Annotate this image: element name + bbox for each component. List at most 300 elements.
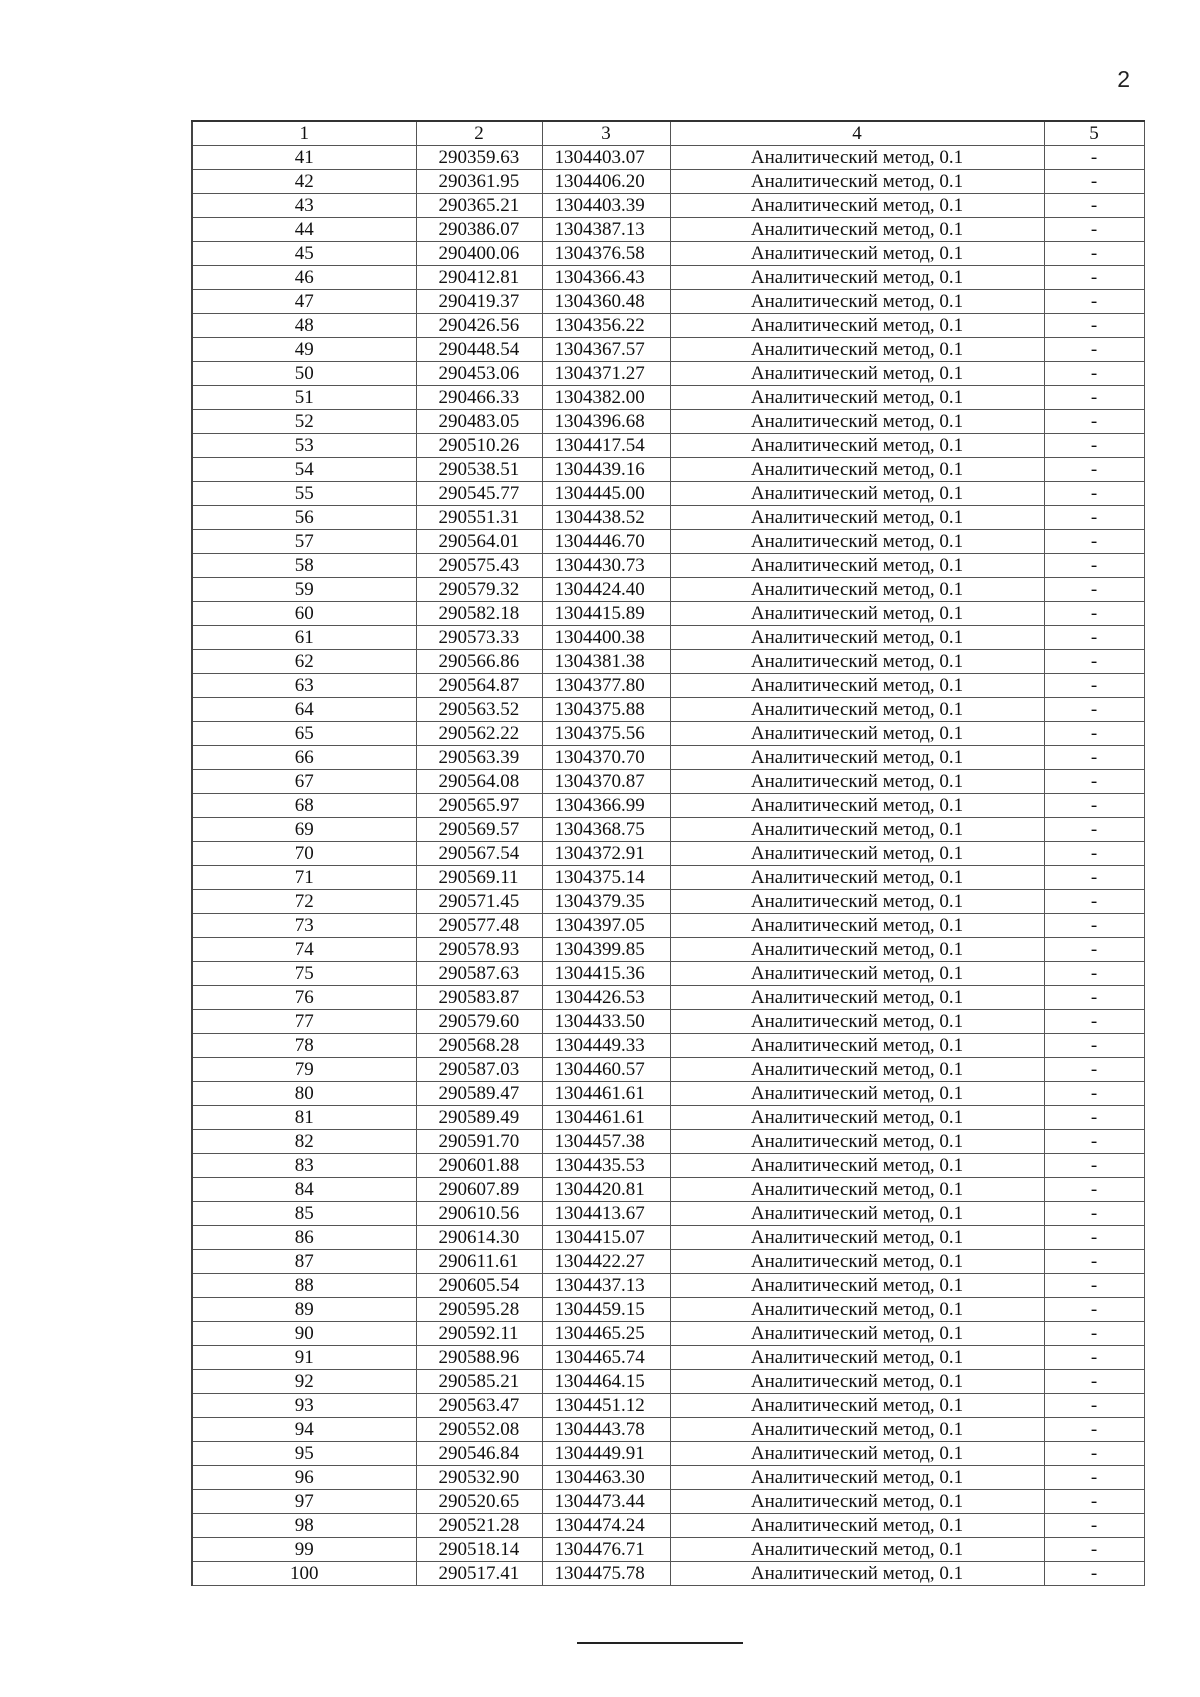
description-cell: - [1044, 794, 1144, 818]
method-cell: Аналитический метод, 0.1 [670, 1442, 1044, 1466]
description-cell: - [1044, 1538, 1144, 1562]
table-header [192, 121, 1144, 146]
point-number-cell: 84 [192, 1178, 416, 1202]
point-number-cell: 92 [192, 1370, 416, 1394]
y-coordinate-cell: 1304372.91 [542, 842, 670, 866]
description-cell: - [1044, 1490, 1144, 1514]
x-coordinate-cell: 290569.57 [416, 818, 542, 842]
x-coordinate-cell: 290520.65 [416, 1490, 542, 1514]
x-coordinate-cell: 290545.77 [416, 482, 542, 506]
y-coordinate-cell: 1304417.54 [542, 434, 670, 458]
x-coordinate-cell: 290614.30 [416, 1226, 542, 1250]
table-row [192, 386, 1144, 410]
point-number-cell: 62 [192, 650, 416, 674]
x-coordinate-cell: 290400.06 [416, 242, 542, 266]
description-cell: - [1044, 770, 1144, 794]
y-coordinate-cell: 1304360.48 [542, 290, 670, 314]
description-cell: - [1044, 434, 1144, 458]
x-coordinate-cell: 290601.88 [416, 1154, 542, 1178]
x-coordinate-cell: 290582.18 [416, 602, 542, 626]
column-header-x-coordinate: 2 [416, 121, 542, 146]
y-coordinate-cell: 1304435.53 [542, 1154, 670, 1178]
description-cell: - [1044, 194, 1144, 218]
point-number-cell: 74 [192, 938, 416, 962]
table-row [192, 1322, 1144, 1346]
method-cell: Аналитический метод, 0.1 [670, 626, 1044, 650]
x-coordinate-cell: 290521.28 [416, 1514, 542, 1538]
x-coordinate-cell: 290564.01 [416, 530, 542, 554]
point-number-cell: 80 [192, 1082, 416, 1106]
y-coordinate-cell: 1304375.14 [542, 866, 670, 890]
x-coordinate-cell: 290365.21 [416, 194, 542, 218]
y-coordinate-cell: 1304461.61 [542, 1082, 670, 1106]
table-row [192, 338, 1144, 362]
table-row [192, 650, 1144, 674]
y-coordinate-cell: 1304387.13 [542, 218, 670, 242]
y-coordinate-cell: 1304371.27 [542, 362, 670, 386]
x-coordinate-cell: 290546.84 [416, 1442, 542, 1466]
y-coordinate-cell: 1304446.70 [542, 530, 670, 554]
x-coordinate-cell: 290611.61 [416, 1250, 542, 1274]
point-number-cell: 56 [192, 506, 416, 530]
description-cell: - [1044, 482, 1144, 506]
y-coordinate-cell: 1304403.07 [542, 146, 670, 170]
table-row [192, 1202, 1144, 1226]
table-row [192, 818, 1144, 842]
method-cell: Аналитический метод, 0.1 [670, 794, 1044, 818]
method-cell: Аналитический метод, 0.1 [670, 1034, 1044, 1058]
point-number-cell: 61 [192, 626, 416, 650]
description-cell: - [1044, 1082, 1144, 1106]
point-number-cell: 93 [192, 1394, 416, 1418]
description-cell: - [1044, 1370, 1144, 1394]
method-cell: Аналитический метод, 0.1 [670, 338, 1044, 362]
table-row [192, 482, 1144, 506]
description-cell: - [1044, 1058, 1144, 1082]
description-cell: - [1044, 242, 1144, 266]
y-coordinate-cell: 1304443.78 [542, 1418, 670, 1442]
method-cell: Аналитический метод, 0.1 [670, 746, 1044, 770]
description-cell: - [1044, 1034, 1144, 1058]
y-coordinate-cell: 1304375.56 [542, 722, 670, 746]
point-number-cell: 45 [192, 242, 416, 266]
x-coordinate-cell: 290607.89 [416, 1178, 542, 1202]
table-row [192, 1058, 1144, 1082]
x-coordinate-cell: 290359.63 [416, 146, 542, 170]
point-number-cell: 81 [192, 1106, 416, 1130]
method-cell: Аналитический метод, 0.1 [670, 1250, 1044, 1274]
method-cell: Аналитический метод, 0.1 [670, 266, 1044, 290]
point-number-cell: 100 [192, 1562, 416, 1586]
x-coordinate-cell: 290587.03 [416, 1058, 542, 1082]
method-cell: Аналитический метод, 0.1 [670, 314, 1044, 338]
x-coordinate-cell: 290579.32 [416, 578, 542, 602]
method-cell: Аналитический метод, 0.1 [670, 1418, 1044, 1442]
table-row [192, 1034, 1144, 1058]
y-coordinate-cell: 1304476.71 [542, 1538, 670, 1562]
description-cell: - [1044, 1394, 1144, 1418]
point-number-cell: 68 [192, 794, 416, 818]
x-coordinate-cell: 290575.43 [416, 554, 542, 578]
x-coordinate-cell: 290562.22 [416, 722, 542, 746]
table-row [192, 434, 1144, 458]
method-cell: Аналитический метод, 0.1 [670, 578, 1044, 602]
method-cell: Аналитический метод, 0.1 [670, 722, 1044, 746]
table-row [192, 1226, 1144, 1250]
table-row [192, 746, 1144, 770]
table-row [192, 842, 1144, 866]
point-number-cell: 49 [192, 338, 416, 362]
table-row [192, 530, 1144, 554]
method-cell: Аналитический метод, 0.1 [670, 1466, 1044, 1490]
x-coordinate-cell: 290578.93 [416, 938, 542, 962]
y-coordinate-cell: 1304445.00 [542, 482, 670, 506]
point-number-cell: 82 [192, 1130, 416, 1154]
point-number-cell: 99 [192, 1538, 416, 1562]
x-coordinate-cell: 290595.28 [416, 1298, 542, 1322]
point-number-cell: 67 [192, 770, 416, 794]
method-cell: Аналитический метод, 0.1 [670, 1178, 1044, 1202]
y-coordinate-cell: 1304459.15 [542, 1298, 670, 1322]
y-coordinate-cell: 1304424.40 [542, 578, 670, 602]
point-number-cell: 63 [192, 674, 416, 698]
point-number-cell: 86 [192, 1226, 416, 1250]
table-row [192, 1346, 1144, 1370]
point-number-cell: 91 [192, 1346, 416, 1370]
description-cell: - [1044, 914, 1144, 938]
table-row [192, 1130, 1144, 1154]
table-row [192, 866, 1144, 890]
table-row [192, 290, 1144, 314]
method-cell: Аналитический метод, 0.1 [670, 1514, 1044, 1538]
x-coordinate-cell: 290517.41 [416, 1562, 542, 1586]
y-coordinate-cell: 1304438.52 [542, 506, 670, 530]
method-cell: Аналитический метод, 0.1 [670, 1322, 1044, 1346]
method-cell: Аналитический метод, 0.1 [670, 818, 1044, 842]
method-cell: Аналитический метод, 0.1 [670, 842, 1044, 866]
point-number-cell: 46 [192, 266, 416, 290]
x-coordinate-cell: 290583.87 [416, 986, 542, 1010]
description-cell: - [1044, 1178, 1144, 1202]
x-coordinate-cell: 290563.39 [416, 746, 542, 770]
y-coordinate-cell: 1304415.07 [542, 1226, 670, 1250]
y-coordinate-cell: 1304396.68 [542, 410, 670, 434]
method-cell: Аналитический метод, 0.1 [670, 434, 1044, 458]
point-number-cell: 89 [192, 1298, 416, 1322]
point-number-cell: 79 [192, 1058, 416, 1082]
y-coordinate-cell: 1304379.35 [542, 890, 670, 914]
point-number-cell: 55 [192, 482, 416, 506]
point-number-cell: 77 [192, 1010, 416, 1034]
description-cell: - [1044, 1442, 1144, 1466]
description-cell: - [1044, 218, 1144, 242]
table-row [192, 1298, 1144, 1322]
x-coordinate-cell: 290483.05 [416, 410, 542, 434]
description-cell: - [1044, 842, 1144, 866]
description-cell: - [1044, 530, 1144, 554]
point-number-cell: 85 [192, 1202, 416, 1226]
point-number-cell: 57 [192, 530, 416, 554]
x-coordinate-cell: 290426.56 [416, 314, 542, 338]
point-number-cell: 64 [192, 698, 416, 722]
method-cell: Аналитический метод, 0.1 [670, 938, 1044, 962]
method-cell: Аналитический метод, 0.1 [670, 218, 1044, 242]
x-coordinate-cell: 290610.56 [416, 1202, 542, 1226]
x-coordinate-cell: 290567.54 [416, 842, 542, 866]
y-coordinate-cell: 1304451.12 [542, 1394, 670, 1418]
description-cell: - [1044, 986, 1144, 1010]
y-coordinate-cell: 1304382.00 [542, 386, 670, 410]
point-number-cell: 60 [192, 602, 416, 626]
point-number-cell: 51 [192, 386, 416, 410]
table-row [192, 626, 1144, 650]
x-coordinate-cell: 290412.81 [416, 266, 542, 290]
point-number-cell: 59 [192, 578, 416, 602]
table-row [192, 1418, 1144, 1442]
method-cell: Аналитический метод, 0.1 [670, 914, 1044, 938]
description-cell: - [1044, 1466, 1144, 1490]
point-number-cell: 41 [192, 146, 416, 170]
method-cell: Аналитический метод, 0.1 [670, 290, 1044, 314]
table-row [192, 194, 1144, 218]
x-coordinate-cell: 290588.96 [416, 1346, 542, 1370]
table-row [192, 1154, 1144, 1178]
y-coordinate-cell: 1304367.57 [542, 338, 670, 362]
description-cell: - [1044, 602, 1144, 626]
coordinates-table [191, 120, 1145, 1586]
description-cell: - [1044, 626, 1144, 650]
method-cell: Аналитический метод, 0.1 [670, 386, 1044, 410]
y-coordinate-cell: 1304430.73 [542, 554, 670, 578]
table-row [192, 1538, 1144, 1562]
method-cell: Аналитический метод, 0.1 [670, 242, 1044, 266]
column-header-description: 5 [1044, 121, 1144, 146]
x-coordinate-cell: 290591.70 [416, 1130, 542, 1154]
table-row [192, 986, 1144, 1010]
x-coordinate-cell: 290564.87 [416, 674, 542, 698]
method-cell: Аналитический метод, 0.1 [670, 1010, 1044, 1034]
point-number-cell: 50 [192, 362, 416, 386]
point-number-cell: 54 [192, 458, 416, 482]
y-coordinate-cell: 1304426.53 [542, 986, 670, 1010]
method-cell: Аналитический метод, 0.1 [670, 482, 1044, 506]
x-coordinate-cell: 290592.11 [416, 1322, 542, 1346]
method-cell: Аналитический метод, 0.1 [670, 1154, 1044, 1178]
method-cell: Аналитический метод, 0.1 [670, 1082, 1044, 1106]
x-coordinate-cell: 290532.90 [416, 1466, 542, 1490]
point-number-cell: 47 [192, 290, 416, 314]
method-cell: Аналитический метод, 0.1 [670, 770, 1044, 794]
method-cell: Аналитический метод, 0.1 [670, 674, 1044, 698]
description-cell: - [1044, 578, 1144, 602]
point-number-cell: 58 [192, 554, 416, 578]
x-coordinate-cell: 290569.11 [416, 866, 542, 890]
description-cell: - [1044, 554, 1144, 578]
table-row [192, 914, 1144, 938]
point-number-cell: 76 [192, 986, 416, 1010]
point-number-cell: 97 [192, 1490, 416, 1514]
y-coordinate-cell: 1304460.57 [542, 1058, 670, 1082]
table-row [192, 314, 1144, 338]
method-cell: Аналитический метод, 0.1 [670, 554, 1044, 578]
description-cell: - [1044, 170, 1144, 194]
table-body [192, 146, 1144, 1586]
x-coordinate-cell: 290579.60 [416, 1010, 542, 1034]
description-cell: - [1044, 1322, 1144, 1346]
x-coordinate-cell: 290585.21 [416, 1370, 542, 1394]
y-coordinate-cell: 1304420.81 [542, 1178, 670, 1202]
description-cell: - [1044, 146, 1144, 170]
method-cell: Аналитический метод, 0.1 [670, 602, 1044, 626]
column-header-y-coordinate: 3 [542, 121, 670, 146]
method-cell: Аналитический метод, 0.1 [670, 866, 1044, 890]
point-number-cell: 71 [192, 866, 416, 890]
method-cell: Аналитический метод, 0.1 [670, 698, 1044, 722]
description-cell: - [1044, 722, 1144, 746]
description-cell: - [1044, 746, 1144, 770]
point-number-cell: 83 [192, 1154, 416, 1178]
column-header-method: 4 [670, 121, 1044, 146]
method-cell: Аналитический метод, 0.1 [670, 530, 1044, 554]
point-number-cell: 94 [192, 1418, 416, 1442]
table-row [192, 1490, 1144, 1514]
description-cell: - [1044, 674, 1144, 698]
table-row [192, 242, 1144, 266]
description-cell: - [1044, 1250, 1144, 1274]
method-cell: Аналитический метод, 0.1 [670, 362, 1044, 386]
description-cell: - [1044, 458, 1144, 482]
table-row [192, 170, 1144, 194]
y-coordinate-cell: 1304400.38 [542, 626, 670, 650]
point-number-cell: 96 [192, 1466, 416, 1490]
point-number-cell: 87 [192, 1250, 416, 1274]
method-cell: Аналитический метод, 0.1 [670, 1562, 1044, 1586]
point-number-cell: 65 [192, 722, 416, 746]
description-cell: - [1044, 698, 1144, 722]
table-row [192, 770, 1144, 794]
y-coordinate-cell: 1304370.70 [542, 746, 670, 770]
description-cell: - [1044, 650, 1144, 674]
page-number: 2 [1117, 66, 1130, 92]
description-cell: - [1044, 266, 1144, 290]
point-number-cell: 78 [192, 1034, 416, 1058]
method-cell: Аналитический метод, 0.1 [670, 1226, 1044, 1250]
x-coordinate-cell: 290563.52 [416, 698, 542, 722]
x-coordinate-cell: 290573.33 [416, 626, 542, 650]
table-row [192, 1106, 1144, 1130]
description-cell: - [1044, 1106, 1144, 1130]
point-number-cell: 90 [192, 1322, 416, 1346]
x-coordinate-cell: 290386.07 [416, 218, 542, 242]
y-coordinate-cell: 1304461.61 [542, 1106, 670, 1130]
y-coordinate-cell: 1304370.87 [542, 770, 670, 794]
table-row [192, 698, 1144, 722]
point-number-cell: 70 [192, 842, 416, 866]
y-coordinate-cell: 1304403.39 [542, 194, 670, 218]
y-coordinate-cell: 1304433.50 [542, 1010, 670, 1034]
y-coordinate-cell: 1304449.91 [542, 1442, 670, 1466]
x-coordinate-cell: 290419.37 [416, 290, 542, 314]
table-row [192, 1394, 1144, 1418]
point-number-cell: 48 [192, 314, 416, 338]
method-cell: Аналитический метод, 0.1 [670, 1130, 1044, 1154]
description-cell: - [1044, 962, 1144, 986]
description-cell: - [1044, 386, 1144, 410]
y-coordinate-cell: 1304375.88 [542, 698, 670, 722]
table-row [192, 218, 1144, 242]
x-coordinate-cell: 290361.95 [416, 170, 542, 194]
description-cell: - [1044, 290, 1144, 314]
method-cell: Аналитический метод, 0.1 [670, 1106, 1044, 1130]
description-cell: - [1044, 1562, 1144, 1586]
method-cell: Аналитический метод, 0.1 [670, 1298, 1044, 1322]
table-row [192, 1274, 1144, 1298]
y-coordinate-cell: 1304449.33 [542, 1034, 670, 1058]
method-cell: Аналитический метод, 0.1 [670, 1370, 1044, 1394]
table-row [192, 362, 1144, 386]
x-coordinate-cell: 290538.51 [416, 458, 542, 482]
description-cell: - [1044, 890, 1144, 914]
method-cell: Аналитический метод, 0.1 [670, 458, 1044, 482]
table-row [192, 146, 1144, 170]
method-cell: Аналитический метод, 0.1 [670, 146, 1044, 170]
x-coordinate-cell: 290466.33 [416, 386, 542, 410]
y-coordinate-cell: 1304381.38 [542, 650, 670, 674]
table-row [192, 674, 1144, 698]
y-coordinate-cell: 1304368.75 [542, 818, 670, 842]
method-cell: Аналитический метод, 0.1 [670, 1346, 1044, 1370]
method-cell: Аналитический метод, 0.1 [670, 1274, 1044, 1298]
y-coordinate-cell: 1304465.25 [542, 1322, 670, 1346]
y-coordinate-cell: 1304376.58 [542, 242, 670, 266]
point-number-cell: 72 [192, 890, 416, 914]
description-cell: - [1044, 338, 1144, 362]
description-cell: - [1044, 1346, 1144, 1370]
x-coordinate-cell: 290568.28 [416, 1034, 542, 1058]
table-row [192, 1562, 1144, 1586]
table-row [192, 1082, 1144, 1106]
description-cell: - [1044, 1418, 1144, 1442]
point-number-cell: 73 [192, 914, 416, 938]
description-cell: - [1044, 1202, 1144, 1226]
x-coordinate-cell: 290552.08 [416, 1418, 542, 1442]
x-coordinate-cell: 290577.48 [416, 914, 542, 938]
x-coordinate-cell: 290551.31 [416, 506, 542, 530]
table-row [192, 1010, 1144, 1034]
table-row [192, 794, 1144, 818]
table-row [192, 1466, 1144, 1490]
y-coordinate-cell: 1304475.78 [542, 1562, 670, 1586]
description-cell: - [1044, 1514, 1144, 1538]
table-row [192, 890, 1144, 914]
x-coordinate-cell: 290564.08 [416, 770, 542, 794]
x-coordinate-cell: 290589.47 [416, 1082, 542, 1106]
point-number-cell: 75 [192, 962, 416, 986]
x-coordinate-cell: 290571.45 [416, 890, 542, 914]
point-number-cell: 42 [192, 170, 416, 194]
table-row [192, 1178, 1144, 1202]
description-cell: - [1044, 410, 1144, 434]
y-coordinate-cell: 1304399.85 [542, 938, 670, 962]
method-cell: Аналитический метод, 0.1 [670, 986, 1044, 1010]
table-row [192, 1370, 1144, 1394]
y-coordinate-cell: 1304422.27 [542, 1250, 670, 1274]
description-cell: - [1044, 1274, 1144, 1298]
table-row [192, 1442, 1144, 1466]
method-cell: Аналитический метод, 0.1 [670, 1202, 1044, 1226]
y-coordinate-cell: 1304465.74 [542, 1346, 670, 1370]
point-number-cell: 98 [192, 1514, 416, 1538]
